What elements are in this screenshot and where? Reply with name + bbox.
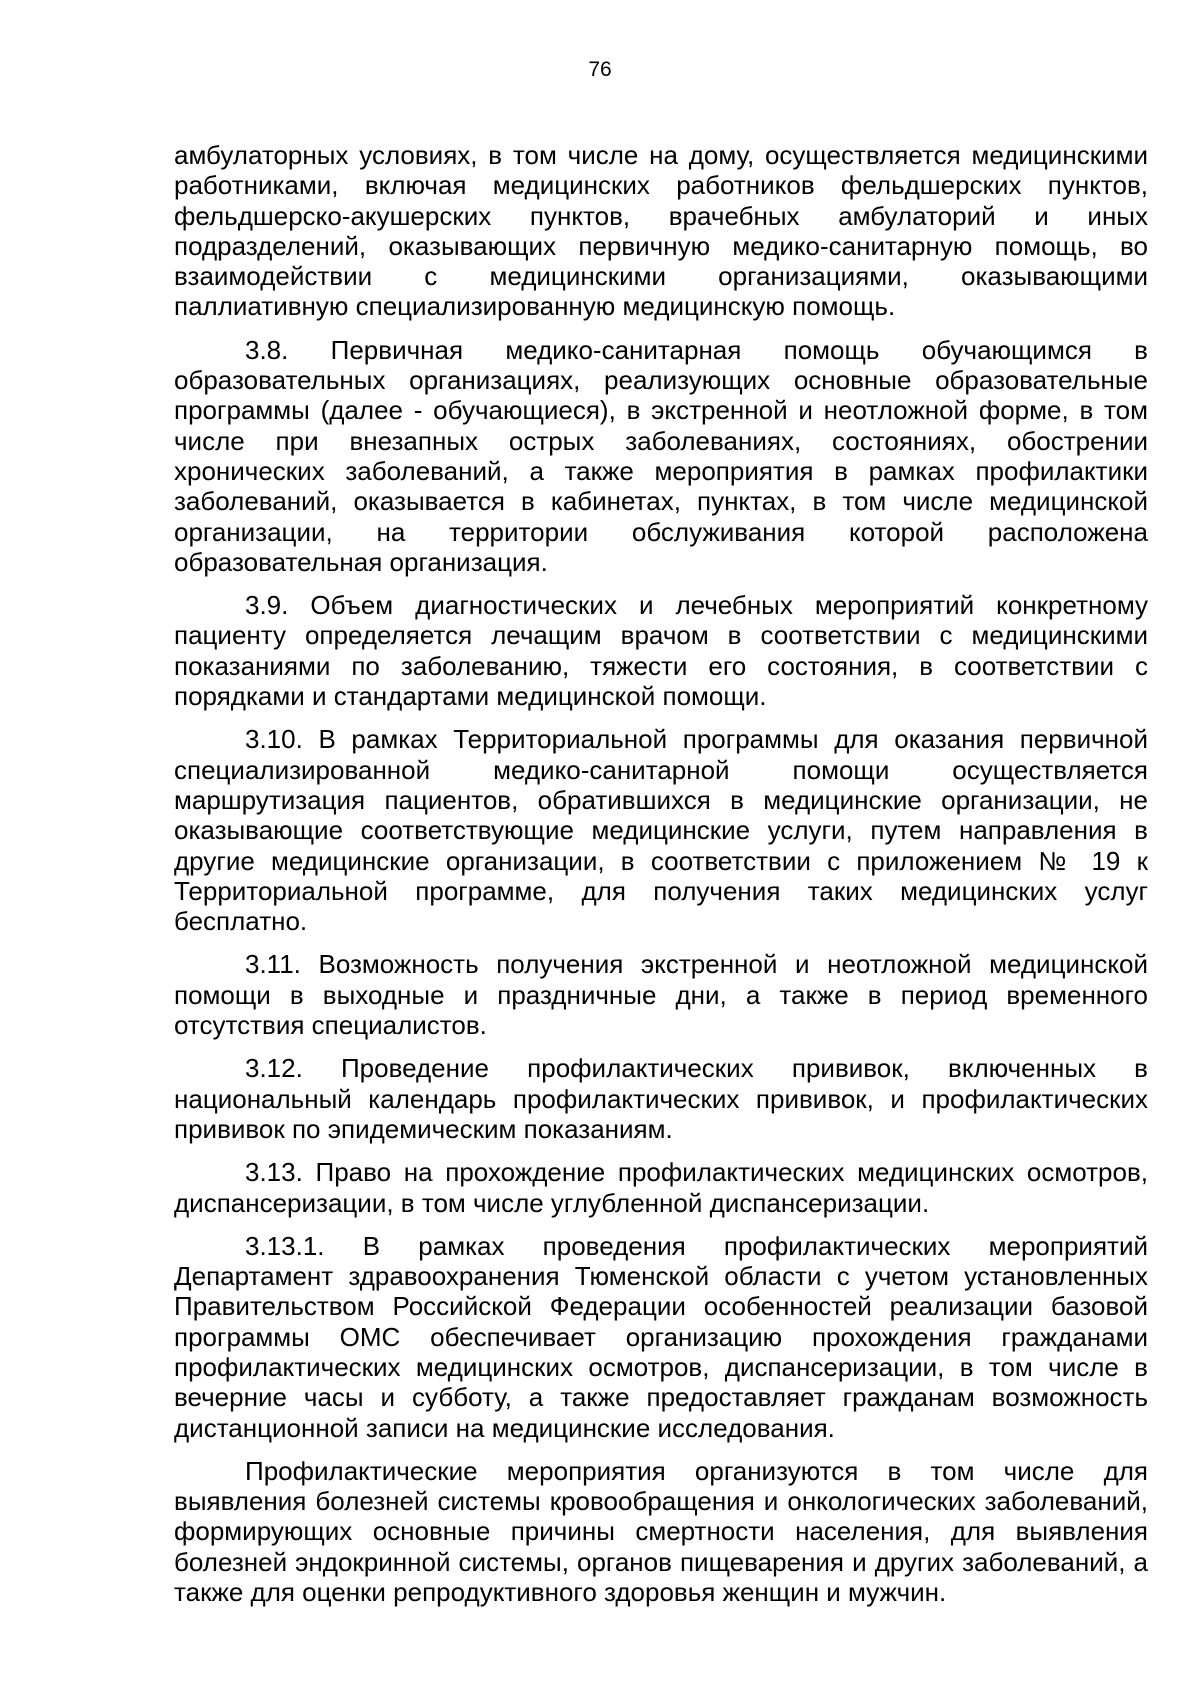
paragraph-3-10: 3.10. В рамках Территориальной программы для оказания первичной специализированной медико-санитарной помощи осуществляется маршрутизация пациентов, обратившихся в медицинские организации, не оказывающие соответствующие медицинские услуги, путем направления в другие медицинские организации, в соответствии с приложением № 19 к Территориальной программе, для получения таких медицинских услуг бесплатно.	[174, 724, 1148, 937]
paragraph-3-9: 3.9. Объем диагностических и лечебных мероприятий конкретному пациенту определяется лечащим врачом в соответствии с медицинскими показаниями по заболеванию, тяжести его состояния, в соответствии с порядками и стандартами медицинской помощи.	[174, 590, 1148, 712]
page-number: 76	[588, 58, 612, 81]
paragraph-3-13-1: 3.13.1. В рамках проведения профилактических мероприятий Департамент здравоохранения Тюменской области с учетом установленных Правительством Российской Федерации особенностей реализации базовой программы ОМС обеспечивает организацию прохождения гражданами профилактических медицинских осмотров, диспансеризации, в том числе в вечерние часы и субботу, а также предоставляет гражданам возможность дистанционной записи на медицинские исследования.	[174, 1230, 1148, 1443]
paragraph-3-13: 3.13. Право на прохождение профилактических медицинских осмотров, диспансеризации, в том числе углубленной диспансеризации.	[174, 1157, 1148, 1218]
paragraph-continuation: амбулаторных условиях, в том числе на дому, осуществляется медицинскими работниками, включая медицинских работников фельдшерских пунктов, фельдшерско-акушерских пунктов, врачебных амбулаторий и иных подразделений, оказывающих первичную медико-санитарную помощь, во взаимодействии с медицинскими организациями, оказывающими паллиативную специализированную медицинскую помощь.	[174, 140, 1148, 322]
document-body	[174, 140, 1148, 1620]
paragraph-3-12: 3.12. Проведение профилактических прививок, включенных в национальный календарь профилактических прививок, и профилактических прививок по эпидемическим показаниям.	[174, 1053, 1148, 1144]
paragraph-3-11: 3.11. Возможность получения экстренной и неотложной медицинской помощи в выходные и праздничные дни, а также в период временного отсутствия специалистов.	[174, 949, 1148, 1041]
paragraph-preventive-measures: Профилактические мероприятия организуются в том числе для выявления болезней системы кровообращения и онкологических заболеваний, формирующих основные причины смертности населения, для выявления болезней эндокринной системы, органов пищеварения и других заболеваний, а также для оценки репродуктивного здоровья женщин и мужчин.	[174, 1455, 1148, 1608]
paragraph-3-8: 3.8. Первичная медико-санитарная помощь обучающимся в образовательных организациях, реализующих основные образовательные программы (далее - обучающиеся), в экстренной и неотложной форме, в том числе при внезапных острых заболеваниях, состояниях, обострении хронических заболеваний, а также мероприятия в рамках профилактики заболеваний, оказывается в кабинетах, пунктах, в том числе медицинской организации, на территории обслуживания которой расположена образовательная организация.	[174, 334, 1148, 577]
